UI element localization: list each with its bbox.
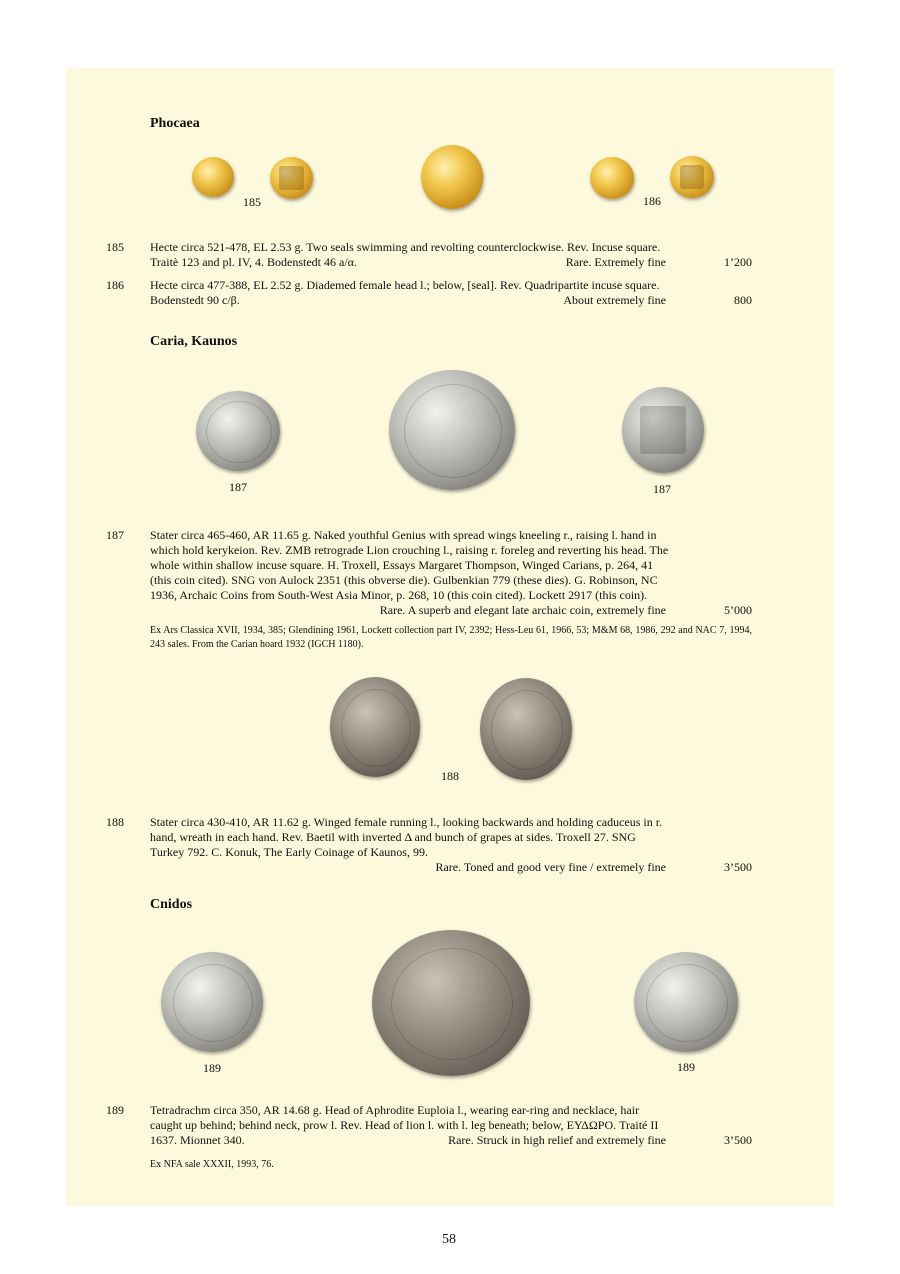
coin-187-obverse-enlarged (389, 370, 515, 490)
lot-line: Hecte circa 477-388, EL 2.52 g. Diademed female head l.; below, [seal]. Rev. Quadripartite incuse square. (150, 278, 660, 292)
lot-price: 800 (734, 293, 752, 307)
lot-grade: Rare. Struck in high relief and extremely fine (448, 1133, 666, 1147)
lot-line: Tetradrachm circa 350, AR 14.68 g. Head of Aphrodite Euploia l., wearing ear-ring and necklace, hair (150, 1103, 640, 1117)
lot-number: 185 (106, 240, 124, 254)
coin-188-reverse (480, 678, 572, 780)
coin-189-reverse (634, 952, 738, 1052)
caption-189: 189 (203, 1061, 221, 1075)
lot-last-line (150, 860, 752, 875)
caption-186: 186 (643, 194, 661, 208)
coin-188-obverse (330, 677, 420, 777)
lot-line: hand, wreath in each hand. Rev. Baetil with inverted Δ and bunch of grapes at sides. Troxell 27. SNG (150, 830, 636, 844)
lot-description (150, 528, 752, 618)
lot-price: 3’500 (724, 860, 752, 874)
lot-line: whole within shallow incuse square. H. Troxell, Essays Margaret Thompson, Winged Carians, p. 264, 41 (150, 558, 654, 572)
coin-large-obverse (421, 145, 483, 209)
lot-line: Stater circa 465-460, AR 11.65 g. Naked youthful Genius with spread wings kneeling r., raising l. hand in (150, 528, 657, 542)
caption-188: 188 (441, 769, 459, 783)
lot-last-line (150, 603, 752, 618)
caption-189: 189 (677, 1060, 695, 1074)
lot-reference: 1637. Mionnet 340. (150, 1133, 245, 1147)
lot-line: Hecte circa 521-478, EL 2.53 g. Two seals swimming and revolting counterclockwise. Rev. Incuse square. (150, 240, 661, 254)
coin-189-obverse (161, 952, 263, 1052)
lot-line: Turkey 792. C. Konuk, The Early Coinage of Kaunos, 99. (150, 845, 428, 859)
lot-grade: Rare. Toned and good very fine / extremely fine (435, 860, 666, 874)
coin-185-reverse (270, 157, 313, 199)
lot-description (150, 815, 752, 875)
lot-provenance: Ex Ars Classica XVII, 1934, 385; Glendining 1961, Lockett collection part IV, 2392; Hess-Leu 61, 1966, 53; M&M 68, 1986, 292 and NAC 7, 1994, 243 sales. From the Carian hoard 1932 (IGCH 1180). (150, 625, 752, 650)
lot-price: 3’500 (724, 1133, 752, 1147)
lot-reference: Bodenstedt 90 c/β. (150, 293, 240, 307)
lot-grade: Rare. Extremely fine (565, 255, 666, 269)
lot-description (150, 278, 752, 308)
lot-line: 1936, Archaic Coins from South-West Asia Minor, p. 268, 10 (this coin cited). Lockett 2917 (this coin). (150, 588, 648, 602)
lot-price: 1’200 (724, 255, 752, 269)
lot-line: (this coin cited). SNG von Aulock 2351 (this obverse die). Gulbenkian 779 (these dies). G. Robinson, NC (150, 573, 658, 587)
coin-189-reverse-enlarged (372, 930, 530, 1076)
section-heading-caria-kaunos: Caria, Kaunos (150, 334, 238, 349)
section-heading-cnidos: Cnidos (150, 897, 193, 912)
section-heading-phocaea: Phocaea (150, 116, 200, 131)
lot-last-line (150, 1133, 752, 1148)
lot-grade: Rare. A superb and elegant late archaic coin, extremely fine (379, 603, 666, 617)
lot-grade: About extremely fine (563, 293, 666, 307)
coin-185-obverse (192, 157, 234, 197)
lot-description (150, 1103, 752, 1148)
coin-186-reverse (670, 156, 714, 198)
lot-number: 189 (106, 1103, 124, 1117)
lot-line: Stater circa 430-410, AR 11.62 g. Winged female running l., looking backwards and holding caduceus in r. (150, 815, 663, 829)
lot-number: 188 (106, 815, 124, 829)
lot-number: 186 (106, 278, 124, 292)
lot-description (150, 240, 752, 270)
page-number: 58 (442, 1232, 456, 1247)
lot-line: caught up behind; behind neck, prow l. Rev. Head of lion l. with l. leg beneath; below, ΕΥΔΩΡΟ. Traité II (150, 1118, 659, 1132)
lot-number: 187 (106, 528, 124, 542)
lot-provenance: Ex NFA sale XXXII, 1993, 76. (150, 1159, 274, 1170)
caption-187: 187 (653, 482, 671, 496)
caption-185: 185 (243, 195, 261, 209)
lot-price: 5’000 (724, 603, 752, 617)
lot-reference: Traitè 123 and pl. IV, 4. Bodenstedt 46 a/α. (150, 255, 357, 269)
coin-187-obverse (196, 391, 280, 471)
caption-187: 187 (229, 480, 247, 494)
coin-187-reverse (622, 387, 704, 473)
lot-last-line (150, 293, 752, 308)
lot-last-line (150, 255, 752, 270)
lot-line: which hold kerykeion. Rev. ZMB retrograde Lion crouching l., raising r. foreleg and reverting his head. The (150, 543, 669, 557)
coin-186-obverse (590, 157, 634, 199)
